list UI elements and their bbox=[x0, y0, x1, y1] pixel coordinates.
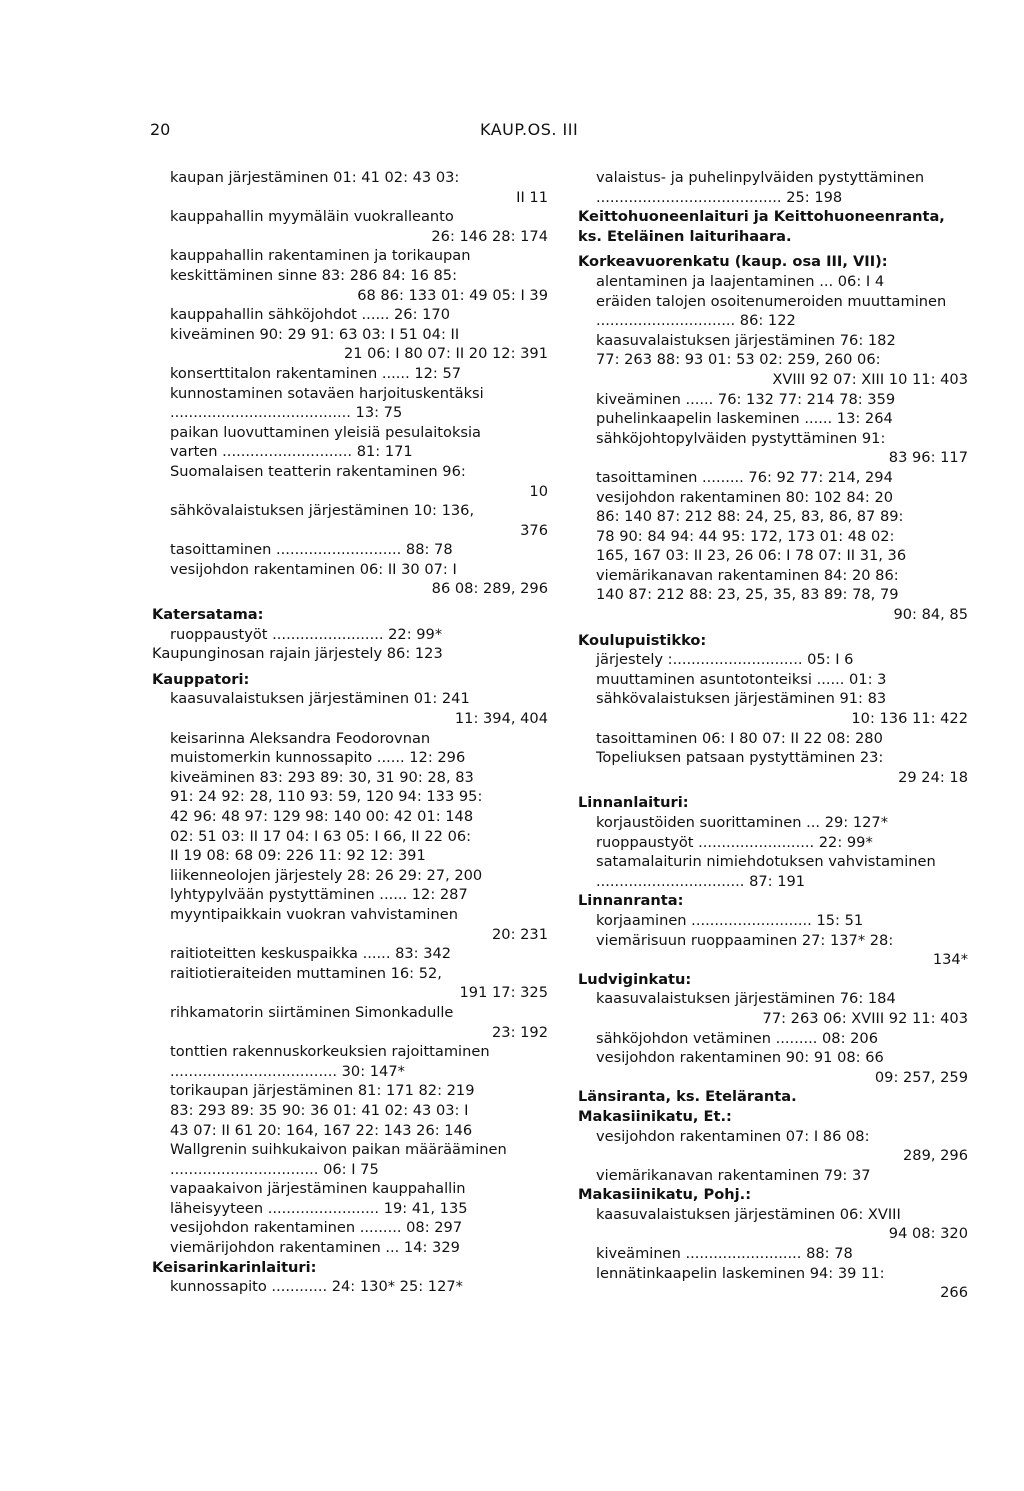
index-line: eräiden talojen osoitenumeroiden muuttaminen bbox=[596, 292, 947, 310]
index-line: järjestely :............................ 05: I 6 bbox=[596, 651, 854, 669]
index-line: läheisyyteen ........................ 19: 41, 135 bbox=[170, 1199, 468, 1217]
index-line: korjaustöiden suorittaminen ... 29: 127* bbox=[596, 814, 888, 831]
index-line: 20: 231 bbox=[492, 925, 548, 943]
index-line: varten ............................ 81: 171 bbox=[170, 443, 413, 461]
index-line: kiveäminen ...... 76: 132 77: 214 78: 359 bbox=[596, 390, 896, 408]
index-line: .................................... 30: 147* bbox=[170, 1062, 405, 1080]
index-line: kiveäminen 90: 29 91: 63 03: I 51 04: II bbox=[170, 325, 460, 343]
index-line: .............................. 86: 122 bbox=[596, 312, 796, 330]
index-line: II 19 08: 68 09: 226 11: 92 12: 391 bbox=[170, 847, 426, 865]
index-line: vesijohdon rakentaminen 07: I 86 08: bbox=[596, 1127, 870, 1145]
index-line: konserttitalon rakentaminen ...... 12: 57 bbox=[170, 364, 462, 382]
index-line: 165, 167 03: II 23, 26 06: I 78 07: II 31, 36 bbox=[596, 547, 907, 565]
index-line: 191 17: 325 bbox=[459, 984, 548, 1002]
index-line: kauppahallin sähköjohdot ...... 26: 170 bbox=[170, 306, 450, 324]
index-line: 78 90: 84 94: 44 95: 172, 173 01: 48 02: bbox=[596, 527, 895, 545]
index-line: kaasuvalaistuksen järjestäminen 06: XVIII bbox=[596, 1205, 901, 1223]
index-heading: Länsiranta, ks. Eteläranta. bbox=[578, 1088, 797, 1106]
index-line: 11: 394, 404 bbox=[454, 710, 548, 728]
index-line: puhelinkaapelin laskeminen ...... 13: 264 bbox=[596, 410, 893, 428]
index-line: 86 08: 289, 296 bbox=[431, 580, 548, 598]
index-line: viemärijohdon rakentaminen ... 14: 329 bbox=[170, 1239, 460, 1257]
index-line: vesijohdon rakentaminen 06: II 30 07: I bbox=[170, 560, 457, 578]
index-line: Wallgrenin suihkukaivon paikan määrääminen bbox=[170, 1141, 507, 1159]
index-line: kaasuvalaistuksen järjestäminen 01: 241 bbox=[170, 690, 470, 708]
index-line: korjaaminen .......................... 15: 51 bbox=[596, 911, 864, 929]
index-line: 23: 192 bbox=[492, 1023, 548, 1041]
index-line: 289, 296 bbox=[903, 1147, 968, 1165]
index-line: tasoittaminen 06: I 80 07: II 22 08: 280 bbox=[596, 729, 883, 747]
index-line: ruoppaustyöt ......................... 22: 99* bbox=[596, 833, 873, 851]
index-line: 42 96: 48 97: 129 98: 140 00: 42 01: 148 bbox=[170, 808, 474, 825]
index-line: myyntipaikkain vuokran vahvistaminen bbox=[170, 905, 458, 923]
index-line: lennätinkaapelin laskeminen 94: 39 11: bbox=[596, 1264, 885, 1282]
index-heading: Kauppatori: bbox=[152, 670, 250, 688]
index-line: Topeliuksen patsaan pystyttäminen 23: bbox=[596, 749, 884, 767]
index-line: kunnossapito ............ 24: 130* 25: 127* bbox=[170, 1278, 463, 1296]
index-line: vesijohdon rakentaminen 80: 102 84: 20 bbox=[596, 488, 894, 506]
index-line: paikan luovuttaminen yleisiä pesulaitoksia bbox=[170, 423, 481, 441]
index-heading: Keisarinkarinlaituri: bbox=[152, 1258, 317, 1276]
index-line: 43 07: II 61 20: 164, 167 22: 143 26: 146 bbox=[170, 1121, 473, 1139]
index-heading: Koulupuistikko: bbox=[578, 631, 707, 649]
index-line: raitioteitten keskuspaikka ...... 83: 342 bbox=[170, 945, 452, 963]
index-line: 29 24: 18 bbox=[898, 768, 968, 786]
index-line: kiveäminen ......................... 88: 78 bbox=[596, 1245, 853, 1263]
running-title: KAUP.OS. III bbox=[480, 120, 579, 139]
index-heading: Ludviginkatu: bbox=[578, 970, 692, 988]
index-line: tasoittaminen ........................... 88: 78 bbox=[170, 541, 453, 559]
index-heading: ks. Eteläinen laiturihaara. bbox=[578, 227, 792, 245]
index-line: 09: 257, 259 bbox=[874, 1068, 968, 1086]
index-line: 77: 263 06: XVIII 92 11: 403 bbox=[762, 1009, 968, 1027]
index-line: XVIII 92 07: XIII 10 11: 403 bbox=[772, 370, 968, 388]
index-line: muistomerkin kunnossapito ...... 12: 296 bbox=[170, 749, 466, 767]
index-line: ................................ 87: 191 bbox=[596, 872, 806, 890]
index-line: alentaminen ja laajentaminen ... 06: I 4 bbox=[596, 272, 885, 290]
index-line: tasoittaminen ......... 76: 92 77: 214, 294 bbox=[596, 468, 893, 486]
index-line: viemärikanavan rakentaminen 84: 20 86: bbox=[596, 566, 899, 584]
index-line: 94 08: 320 bbox=[888, 1225, 968, 1243]
index-line: 10 bbox=[529, 482, 548, 500]
index-line: viemärisuun ruoppaaminen 27: 137* 28: bbox=[596, 931, 894, 949]
index-line: muuttaminen asuntotonteiksi ...... 01: 3 bbox=[596, 670, 887, 688]
index-line: kaasuvalaistuksen järjestäminen 76: 182 bbox=[596, 331, 896, 349]
index-line: 266 bbox=[940, 1284, 968, 1302]
index-line: satamalaiturin nimiehdotuksen vahvistaminen bbox=[596, 853, 936, 871]
index-line: Kaupunginosan rajain järjestely 86: 123 bbox=[152, 645, 443, 663]
right-column bbox=[578, 168, 968, 1303]
index-heading: Katersatama: bbox=[152, 606, 264, 624]
index-line: valaistus- ja puhelinpylväiden pystyttäminen bbox=[596, 169, 925, 186]
index-line: 134* bbox=[932, 951, 968, 969]
index-line: sähkövalaistuksen järjestäminen 91: 83 bbox=[596, 690, 887, 708]
index-line: 86: 140 87: 212 88: 24, 25, 83, 86, 87 89: bbox=[596, 508, 904, 526]
index-line: 10: 136 11: 422 bbox=[851, 710, 968, 728]
index-line: ....................................... 13: 75 bbox=[170, 404, 403, 422]
index-line: vesijohdon rakentaminen 90: 91 08: 66 bbox=[596, 1049, 884, 1067]
index-heading: Linnanranta: bbox=[578, 892, 684, 910]
index-line: vapaakaivon järjestäminen kauppahallin bbox=[170, 1180, 466, 1198]
index-line: kauppahallin myymäläin vuokralleanto bbox=[170, 208, 454, 226]
index-line: ................................ 06: I 75 bbox=[170, 1160, 379, 1178]
index-line: II 11 bbox=[516, 188, 548, 206]
index-line: viemärikanavan rakentaminen 79: 37 bbox=[596, 1166, 871, 1184]
index-line: sähköjohtopylväiden pystyttäminen 91: bbox=[596, 429, 886, 447]
index-line: ........................................ 25: 198 bbox=[596, 188, 843, 206]
index-line: liikenneolojen järjestely 28: 26 29: 27, 200 bbox=[170, 866, 483, 884]
index-line: 90: 84, 85 bbox=[893, 606, 968, 624]
index-line: 376 bbox=[520, 521, 548, 539]
index-heading: Makasiinikatu, Et.: bbox=[578, 1107, 732, 1125]
index-line: 83 96: 117 bbox=[888, 449, 968, 467]
index-line: 83: 293 89: 35 90: 36 01: 41 02: 43 03: I bbox=[170, 1101, 469, 1119]
index-line: 26: 146 28: 174 bbox=[431, 227, 548, 245]
index-heading: Korkeavuorenkatu (kaup. osa III, VII): bbox=[578, 253, 888, 271]
index-heading: Keittohuoneenlaituri ja Keittohuoneenranta, bbox=[578, 208, 945, 226]
index-line: 140 87: 212 88: 23, 25, 35, 83 89: 78, 79 bbox=[596, 586, 899, 604]
page-number: 20 bbox=[150, 120, 171, 139]
index-line: torikaupan järjestäminen 81: 171 82: 219 bbox=[170, 1082, 475, 1100]
index-line: kauppahallin rakentaminen ja torikaupan bbox=[170, 247, 471, 265]
left-column bbox=[152, 168, 548, 1297]
index-line: 68 86: 133 01: 49 05: I 39 bbox=[357, 286, 548, 304]
index-heading: Makasiinikatu, Pohj.: bbox=[578, 1186, 752, 1204]
index-line: raitiotieraiteiden muttaminen 16: 52, bbox=[170, 964, 442, 982]
index-line: kaupan järjestäminen 01: 41 02: 43 03: bbox=[170, 169, 460, 186]
index-line: lyhtypylvään pystyttäminen ...... 12: 287 bbox=[170, 886, 468, 904]
index-line: rihkamatorin siirtäminen Simonkadulle bbox=[170, 1003, 454, 1021]
index-line: Suomalaisen teatterin rakentaminen 96: bbox=[170, 462, 466, 480]
index-line: kaasuvalaistuksen järjestäminen 76: 184 bbox=[596, 990, 896, 1008]
index-line: 02: 51 03: II 17 04: I 63 05: I 66, II 22 06: bbox=[170, 827, 472, 845]
index-heading: Linnanlaituri: bbox=[578, 794, 689, 812]
index-line: 77: 263 88: 93 01: 53 02: 259, 260 06: bbox=[596, 351, 881, 369]
index-line: kunnostaminen sotaväen harjoituskentäksi bbox=[170, 384, 484, 402]
index-line: sähkövalaistuksen järjestäminen 10: 136, bbox=[170, 502, 475, 520]
index-line: tonttien rakennuskorkeuksien rajoittaminen bbox=[170, 1043, 490, 1061]
index-line: ruoppaustyöt ........................ 22: 99* bbox=[170, 625, 443, 643]
index-line: sähköjohdon vetäminen ......... 08: 206 bbox=[596, 1029, 879, 1047]
index-line: keisarinna Aleksandra Feodorovnan bbox=[170, 729, 431, 747]
index-line: kiveäminen 83: 293 89: 30, 31 90: 28, 83 bbox=[170, 768, 474, 786]
index-line: 21 06: I 80 07: II 20 12: 391 bbox=[343, 345, 548, 363]
index-line: keskittäminen sinne 83: 286 84: 16 85: bbox=[170, 266, 458, 284]
index-line: 91: 24 92: 28, 110 93: 59, 120 94: 133 95: bbox=[170, 788, 483, 806]
page-header bbox=[150, 120, 970, 144]
index-line: vesijohdon rakentaminen ......... 08: 297 bbox=[170, 1219, 463, 1237]
